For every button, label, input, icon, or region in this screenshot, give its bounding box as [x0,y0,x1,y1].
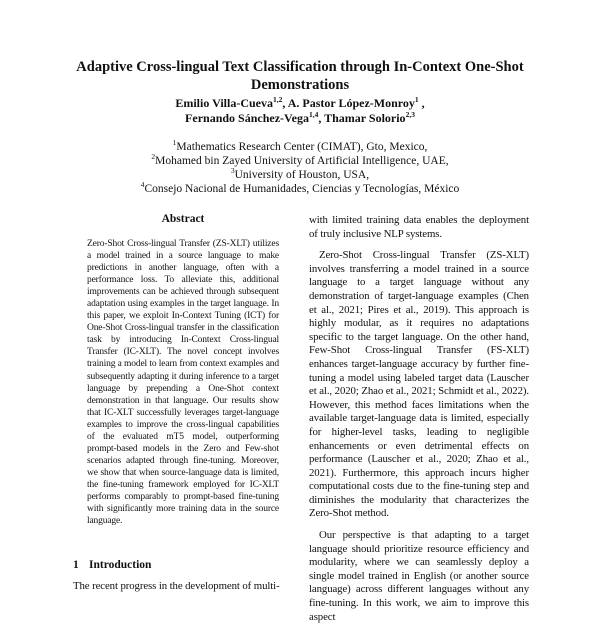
affiliation-item [70,182,530,196]
affiliation-sup: 1 [172,138,177,148]
author-affil-sup: 1,4 [308,110,319,119]
author-list [70,96,530,126]
author-separator: , [418,96,425,110]
section-heading [73,559,151,571]
section-number: 1 [73,559,79,571]
author-separator: , [282,96,288,110]
author-affil-sup: 1,2 [272,95,283,104]
affiliation-sup: 2 [151,152,156,162]
section-title: Introduction [89,559,152,571]
author-name: Emilio Villa-Cueva [175,96,273,110]
author-line-2 [70,111,530,126]
affiliation-item [70,140,530,154]
author-separator: , [318,111,325,125]
paragraph: Our perspective is that adapting to a target language should prioritize resource efficiency and modularity, where we can seamlessly deploy a single model trained in English (or another source language) across different languages without any fine-tuning. In this work, we aim to improve this aspect [309,529,529,623]
author-name: Fernando Sánchez-Vega [185,111,309,125]
paragraph: with limited training data enables the deployment of truly inclusive NLP systems. [309,214,529,240]
affiliation-sup: 4 [140,180,145,190]
introduction-first-line: The recent progress in the development of multi- [73,580,280,592]
affiliation-sup: 3 [230,166,235,176]
author-affil-sup: 2,3 [405,110,415,119]
author-line-1 [70,96,530,111]
abstract-body: Zero-Shot Cross-lingual Transfer (ZS-XLT) utilizes a model trained in a source language to make predictions in another language, often with a performance loss. To alleviate this, additional improvements can be achieved through subsequent adaptation using examples in the target language. In this paper, we exploit In-Context Tuning (ICT) for One-Shot Cross-lingual transfer in the classification task by introducing In-Context Cross-lingual Transfer (IC-XLT). The novel concept involves training a model to learn from context examples and subsequently adapting it during inference to a target language by prepending a One-Shot context demonstration in that language. Our results show that IC-XLT successfully leverages target-language examples to improve the cross-lingual capabilities of the evaluated mT5 model, outperforming prompt-based models in the Zero and Few-shot scenarios adapted through fine-tuning. Moreover, we show that when source-language data is limited, the fine-tuning framework employed for IC-XLT performs comparably to prompt-based fine-tuning with significantly more training data in the source language. [87,239,279,527]
paragraph: Zero-Shot Cross-lingual Transfer (ZS-XLT) involves transferring a model trained in a source language to a target language without any demonstration of target-language examples (Chen et al., 2021; Pires et al., 2019). This approach is highly modular, as it requires no adaptations specific to the target language. On the other hand, Few-Shot Cross-lingual Transfer (FS-XLT) enhances target-language accuracy by further fine-tuning a model using labeled target data (Lauscher et al., 2020; Zhao et al., 2021; Schmidt et al., 2022). However, this method faces limitations when the available target-language data is limited, especially for higher-level tasks, leading to negligible enhancements or even detrimental effects on performance (Lauscher et al., 2020; Zhao et al., 2021). Furthermore, this approach incurs higher computational costs due to the fine-tuning step and diminishes the modularity that characterizes the Zero-Shot method. [309,249,529,520]
author-affil-sup: 1 [414,95,419,104]
affiliation-text: Consejo Nacional de Humanidades, Ciencias y Tecnologías, México [144,183,460,195]
author-name: Thamar Solorio [324,111,406,125]
affiliation-list [70,140,530,196]
affiliation-text: Mathematics Research Center (CIMAT), Gto, Mexico, [176,141,428,153]
right-column [309,214,529,632]
abstract-heading: Abstract [161,213,205,225]
affiliation-item [70,154,530,168]
affiliation-item [70,168,530,182]
paper-title: Adaptive Cross-lingual Text Classification through In-Context One-Shot Demonstrations [76,59,524,93]
author-name: A. Pastor López-Monroy [287,96,415,110]
affiliation-text: Mohamed bin Zayed University of Artificial Intelligence, UAE, [155,155,449,167]
left-column [73,212,293,527]
affiliation-text: University of Houston, USA, [234,169,370,181]
